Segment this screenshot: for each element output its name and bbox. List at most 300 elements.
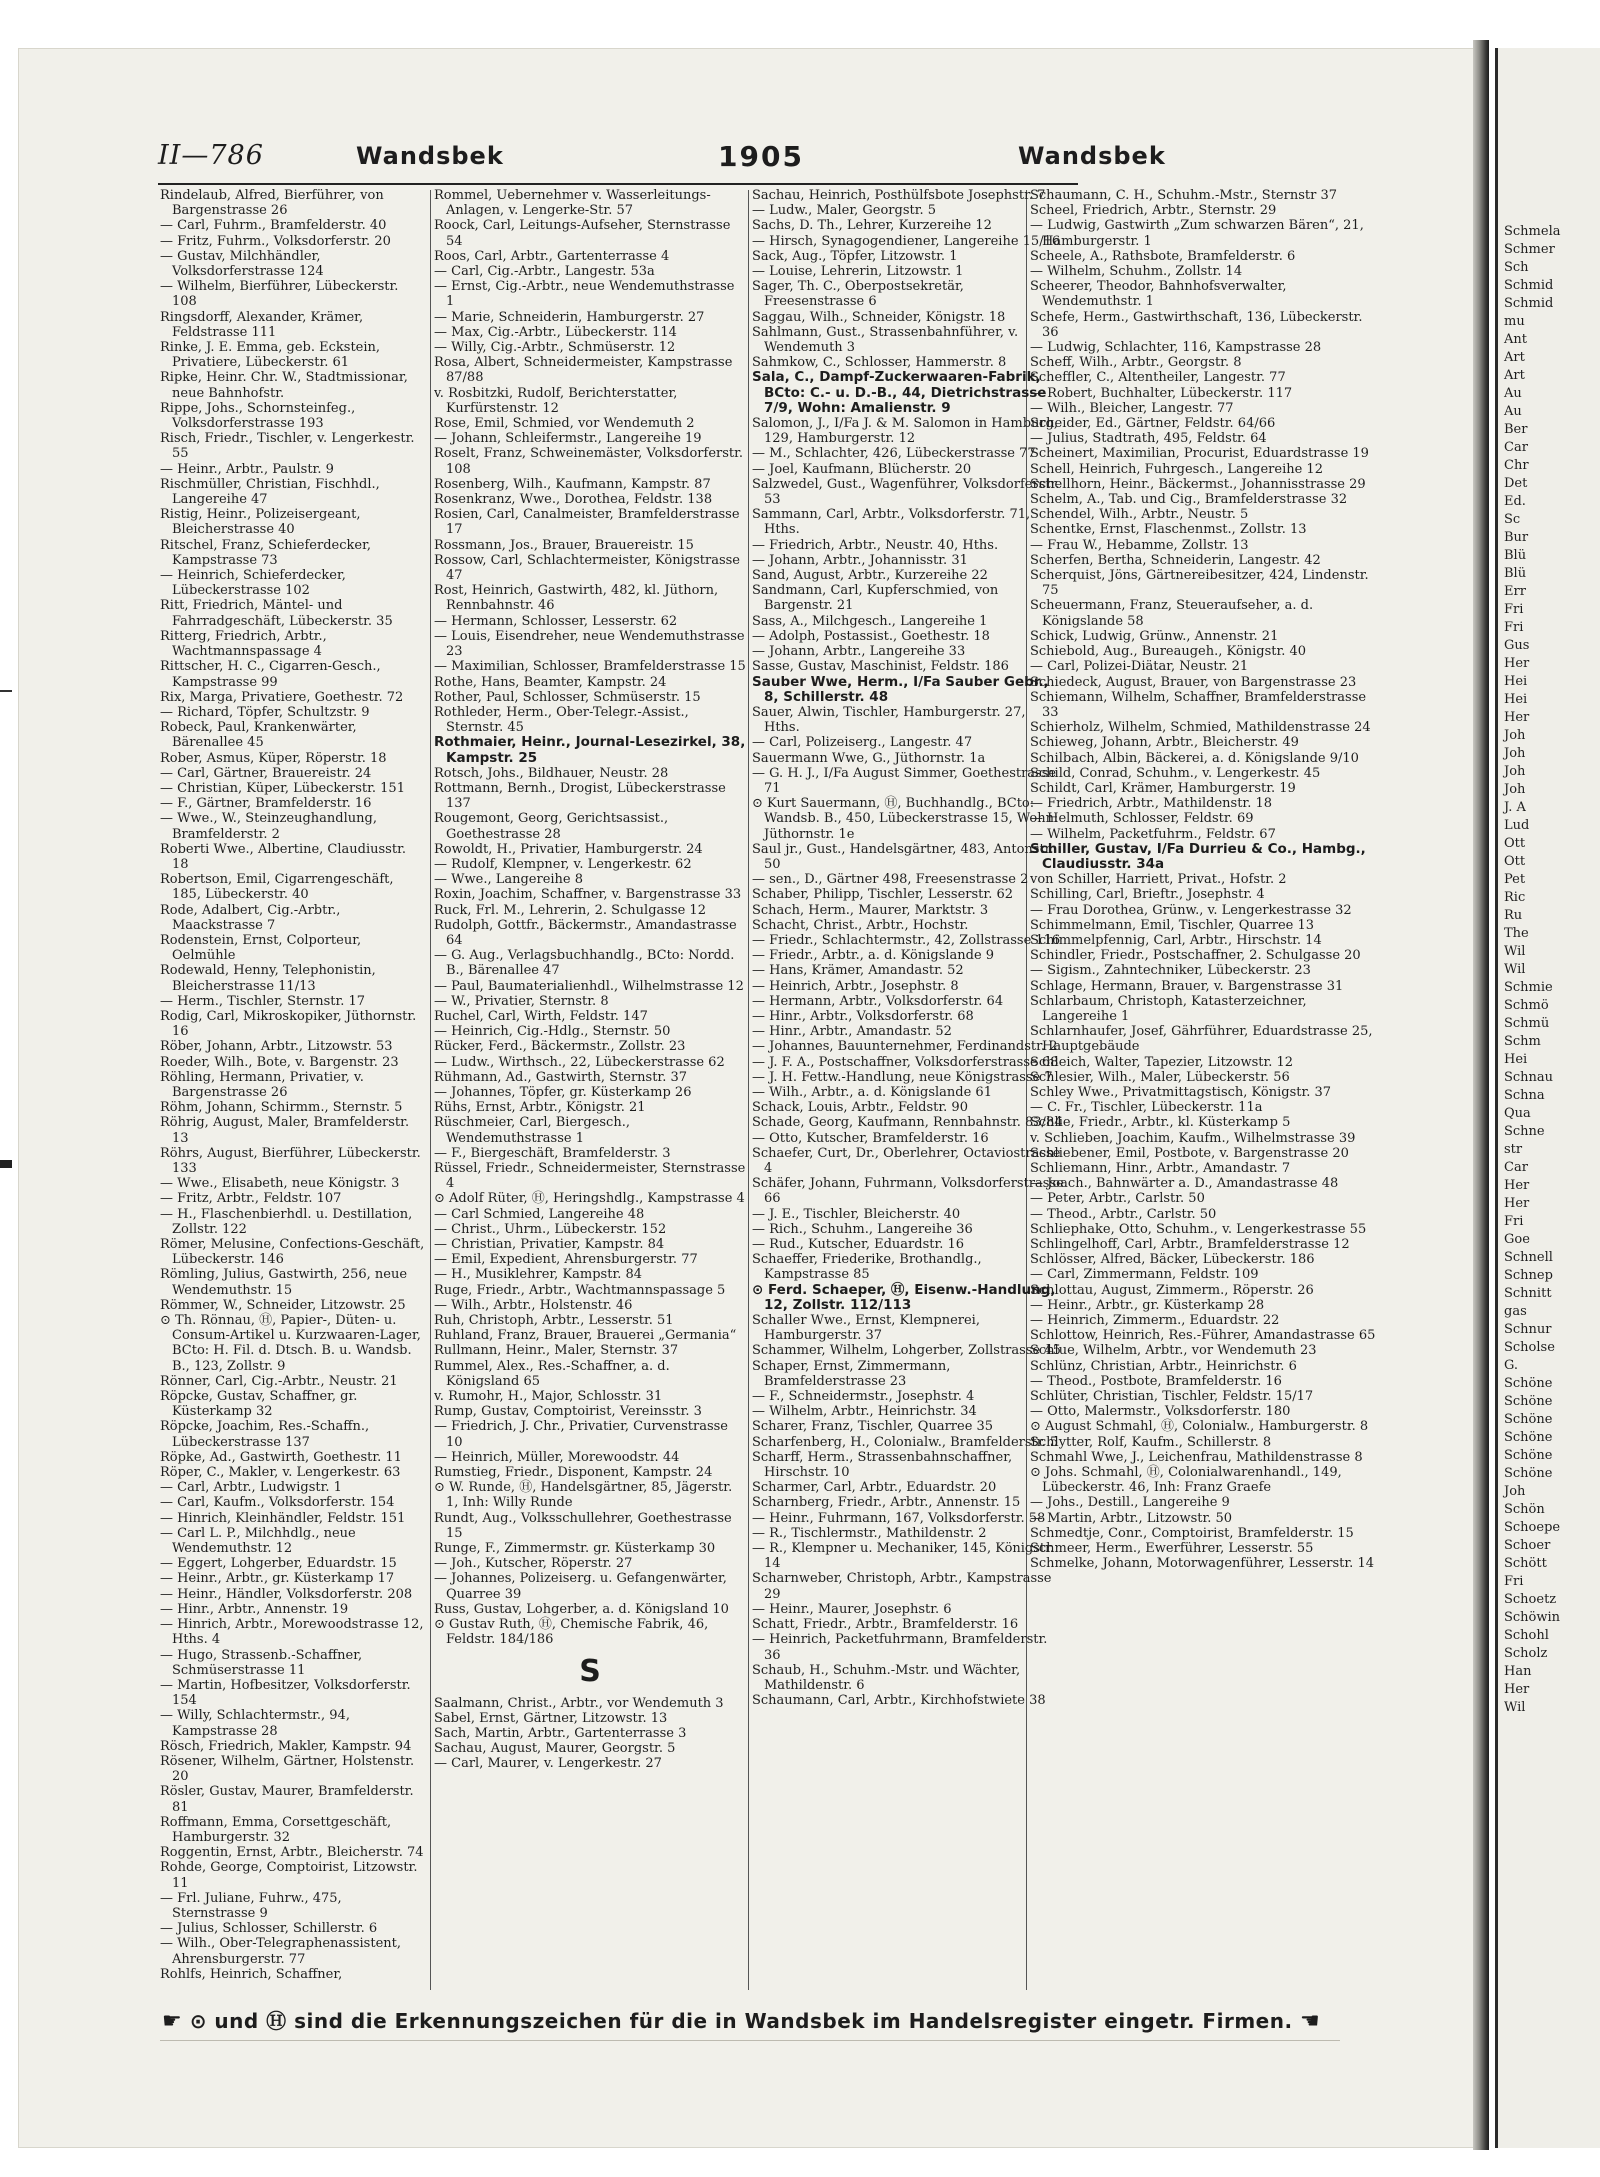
directory-entry: Roxin, Joachim, Schaffner, v. Bargenstrasse 33: [434, 887, 742, 903]
directory-entry: — Hinrich, Arbtr., Morewoodstrasse 12, Hths. 4: [160, 1617, 424, 1648]
directory-entry: Röber, Johann, Arbtr., Litzowstr. 53: [160, 1039, 393, 1055]
directory-entry: — Friedr., Schlachtermstr., 42, Zollstrasse 116: [752, 932, 1061, 948]
directory-entry: Ruchel, Carl, Wirth, Feldstr. 147: [434, 1008, 648, 1024]
directory-entry: Röpcke, Joachim, Res.-Schaffn., Lübeckerstrasse 137: [160, 1419, 370, 1450]
adjacent-page-line: Her: [1504, 656, 1530, 671]
directory-entry: Schmelke, Johann, Motorwagenführer, Lesserstr. 14: [1030, 1556, 1374, 1572]
adjacent-page-line: Ber: [1504, 422, 1528, 437]
column-divider: [748, 190, 749, 1990]
directory-entry: Schiebold, Aug., Bureaugeh., Königstr. 40: [1030, 644, 1307, 660]
directory-entry: — Hinrich, Kleinhändler, Feldstr. 151: [160, 1510, 406, 1526]
directory-entry: Sass, A., Milchgesch., Langereihe 1: [752, 613, 988, 629]
directory-entry: Schindler, Friedr., Postschaffner, 2. Schulgasse 20: [1030, 948, 1361, 964]
directory-entry: Sauber Wwe, Herm., I/Fa Sauber Gebr., 8, Schillerstr. 48: [752, 673, 1049, 705]
directory-entry: Ritt, Friedrich, Mäntel- und Fahrradgeschäft, Lübeckerstr. 35: [160, 598, 393, 629]
adjacent-page-line: Schmü: [1504, 1016, 1550, 1031]
directory-entry: — Johannes, Polizeiserg. u. Gefangenwärter, Quarree 39: [434, 1571, 727, 1602]
directory-entry: — Heinrich, Cig.-Hdlg., Sternstr. 50: [434, 1024, 671, 1040]
adjacent-page-line: J. A: [1504, 800, 1526, 815]
directory-entry: Scherquist, Jöns, Gärtnereibesitzer, 424, Lindenstr. 75: [1030, 568, 1369, 599]
adjacent-page-line: Ed.: [1504, 494, 1526, 509]
directory-entry: — Frl. Juliane, Fuhrw., 475, Sternstrasse 9: [160, 1890, 342, 1921]
directory-entry: — Ludwig, Gastwirth „Zum schwarzen Bären“, 21, Hamburgerstr. 1: [1030, 218, 1364, 249]
adjacent-page-line: Han: [1504, 1664, 1532, 1679]
directory-entry: Sachau, August, Maurer, Georgstr. 5: [434, 1741, 676, 1757]
adjacent-page-line: Ott: [1504, 836, 1526, 851]
adjacent-page-line: Blü: [1504, 548, 1527, 563]
directory-entry: Schlottow, Heinrich, Res.-Führer, Amandastrasse 65: [1030, 1328, 1376, 1344]
adjacent-page-line: Schnell: [1504, 1250, 1553, 1265]
directory-entry: ⊙ Gustav Ruth, Ⓗ, Chemische Fabrik, 46, Feldstr. 184/186: [434, 1617, 709, 1648]
directory-entry: Rüschmeier, Carl, Biergesch., Wendemuthstrasse 1: [434, 1115, 630, 1146]
directory-entry: ⊙ Johs. Schmahl, Ⓗ, Colonialwarenhandl., 149, Lübeckerstr. 46, Inh: Franz Graefe: [1030, 1465, 1342, 1496]
directory-entry: — Helmuth, Schlosser, Feldstr. 69: [1030, 811, 1254, 827]
directory-entry: — Hans, Krämer, Amandastr. 52: [752, 963, 964, 979]
directory-entry: — Ludwig, Schlachter, 116, Kampstrasse 28: [1030, 340, 1322, 356]
directory-entry: — Heinr., Fuhrmann, 167, Volksdorferstr. 58: [752, 1510, 1046, 1526]
header-rule: [158, 183, 1078, 185]
adjacent-page-line: Det: [1504, 476, 1528, 491]
directory-entry: Rippe, Johs., Schornsteinfeg., Volksdorferstrasse 193: [160, 400, 356, 432]
directory-entry: Rühmann, Ad., Gastwirth, Sternstr. 37: [434, 1069, 688, 1085]
adjacent-page-line: mu: [1504, 314, 1525, 329]
directory-entry: — Adolph, Postassist., Goethestr. 18: [752, 628, 990, 644]
directory-entry: Schieweg, Johann, Arbtr., Bleicherstr. 49: [1030, 735, 1299, 751]
directory-entry: Saalmann, Christ., Arbtr., vor Wendemuth 3: [434, 1695, 724, 1711]
directory-entry: Rose, Emil, Schmied, vor Wendemuth 2: [434, 416, 695, 432]
directory-entry: Rother, Paul, Schlosser, Schmüserstr. 15: [434, 689, 701, 705]
directory-entry: Rosenberg, Wilh., Kaufmann, Kampstr. 87: [434, 476, 711, 492]
adjacent-page-line: Joh: [1504, 782, 1526, 797]
directory-entry: Scheerer, Theodor, Bahnhofsverwalter, Wendemuthstr. 1: [1030, 279, 1287, 310]
directory-entry: — Hinr., Arbtr., Annenstr. 19: [160, 1601, 349, 1617]
directory-entry: — Heinrich, Arbtr., Josephstr. 8: [752, 978, 959, 994]
adjacent-page-line: Schöne: [1504, 1466, 1553, 1481]
directory-entry: Schliemann, Hinr., Arbtr., Amandastr. 7: [1030, 1161, 1291, 1176]
directory-entry: — Hugo, Strassenb.-Schaffner, Schmüserstrasse 11: [160, 1647, 363, 1678]
directory-entry: — Wwe., Langereihe 8: [434, 872, 584, 888]
directory-entry: — Hinr., Arbtr., Amandastr. 52: [752, 1024, 952, 1040]
adjacent-page-line: Schön: [1504, 1502, 1545, 1517]
directory-entry: Röpcke, Gustav, Schaffner, gr. Küsterkamp 32: [160, 1389, 358, 1420]
directory-entry: Runge, F., Zimmermstr. gr. Küsterkamp 30: [434, 1541, 716, 1557]
directory-entry: Rummel, Alex., Res.-Schaffner, a. d. Königsland 65: [434, 1358, 670, 1389]
directory-entry: — Johann, Arbtr., Johannisstr. 31: [752, 552, 968, 568]
directory-entry: Sahlmann, Gust., Strassenbahnführer, v. Wendemuth 3: [752, 324, 1019, 356]
directory-entry: Sachau, Heinrich, Posthülfsbote Josephstr. 7: [752, 188, 1046, 203]
adjacent-page-line: Schoer: [1504, 1538, 1551, 1553]
directory-entry: — Martin, Arbtr., Litzowstr. 50: [1030, 1510, 1233, 1526]
directory-entry: Risch, Friedr., Tischler, v. Lengerkestr. 55: [160, 431, 415, 462]
directory-column-1: [160, 188, 426, 1983]
directory-entry: Ristig, Heinr., Polizeisergeant, Bleicherstrasse 40: [160, 507, 361, 538]
directory-entry: — Joach., Bahnwärter a. D., Amandastrasse 48: [1030, 1176, 1339, 1192]
directory-entry: — Johs., Destill., Langereihe 9: [1030, 1495, 1230, 1511]
directory-entry: — Heinr., Händler, Volksdorferstr. 208: [160, 1586, 413, 1602]
adjacent-page-line: Car: [1504, 440, 1528, 455]
directory-entry: Schaeffer, Friederike, Brothandlg., Kampstrasse 85: [752, 1252, 982, 1283]
directory-entry: von Schiller, Harriett, Privat., Hofstr. 2: [1030, 872, 1287, 888]
directory-entry: Scheider, Ed., Gärtner, Feldstr. 64/66: [1030, 416, 1276, 432]
directory-entry: Ruge, Friedr., Arbtr., Wachtmannspassage 5: [434, 1282, 726, 1298]
directory-entry: — Otto, Malermstr., Volksdorferstr. 180: [1030, 1404, 1291, 1420]
adjacent-page-line: Schmid: [1504, 296, 1554, 311]
directory-entry: Rittscher, H. C., Cigarren-Gesch., Kampstrasse 99: [160, 659, 381, 690]
directory-entry: Schlie, Friedr., Arbtr., kl. Küsterkamp 5: [1030, 1115, 1291, 1131]
directory-entry: — Robert, Buchhalter, Lübeckerstr. 117: [1030, 385, 1293, 401]
directory-entry: Römmer, W., Schneider, Litzowstr. 25: [160, 1297, 406, 1313]
directory-entry: Schlösser, Alfred, Bäcker, Lübeckerstr. 186: [1030, 1252, 1315, 1268]
directory-entry: — Hinr., Arbtr., Volksdorferstr. 68: [752, 1008, 974, 1024]
directory-entry: Schlage, Hermann, Brauer, v. Bargenstrasse 31: [1030, 978, 1344, 994]
directory-entry: — Wilh., Arbtr., Holstenstr. 46: [434, 1297, 633, 1313]
adjacent-page-line: Schnitt: [1504, 1286, 1552, 1301]
directory-entry: Schaber, Philipp, Tischler, Lesserstr. 62: [752, 887, 1013, 903]
adjacent-page-line: Schöne: [1504, 1376, 1553, 1391]
directory-entry: Scheel, Friedrich, Arbtr., Sternstr. 29: [1030, 203, 1277, 219]
directory-entry: Schley Wwe., Privatmittagstisch, Königstr. 37: [1030, 1084, 1332, 1100]
adjacent-page-line: Schnep: [1504, 1268, 1553, 1283]
directory-entry: Rullmann, Heinr., Maler, Sternstr. 37: [434, 1343, 679, 1359]
directory-entry: — Ludw., Maler, Georgstr. 5: [752, 203, 937, 219]
directory-entry: Roberti Wwe., Albertine, Claudiusstr. 18: [160, 841, 406, 872]
directory-entry: Robertson, Emil, Cigarrengeschäft, 185, Lübeckerstr. 40: [160, 872, 394, 903]
directory-entry: Schentke, Ernst, Flaschenmst., Zollstr. 13: [1030, 522, 1307, 538]
town-name-left: Wandsbek: [356, 142, 504, 170]
directory-entry: — Carl, Kaufm., Volksdorferstr. 154: [160, 1495, 395, 1511]
directory-entry: — G. H. J., I/Fa August Simmer, Goethestrasse 71: [752, 765, 1057, 796]
adjacent-page-line: Fri: [1504, 602, 1524, 617]
adjacent-page-line: Ru: [1504, 908, 1523, 923]
directory-entry: — R., Tischlermstr., Mathildenstr. 2: [752, 1525, 987, 1541]
directory-entry: Schliebener, Emil, Postbote, v. Bargenstrasse 20: [1030, 1145, 1349, 1161]
directory-entry: — Joh., Kutscher, Röperstr. 27: [434, 1556, 633, 1572]
directory-entry: Rühs, Ernst, Arbtr., Königstr. 21: [434, 1100, 646, 1116]
adjacent-page-line: Goe: [1504, 1232, 1530, 1247]
directory-entry: — W., Privatier, Sternstr. 8: [434, 993, 609, 1009]
directory-entry: — Wilh., Bleicher, Langestr. 77: [1030, 400, 1234, 416]
directory-entry: Schiedeck, August, Brauer, von Bargenstrasse 23: [1030, 674, 1357, 690]
directory-entry: Schelm, A., Tab. und Cig., Bramfelderstrasse 32: [1030, 492, 1348, 508]
directory-entry: Römer, Melusine, Confections-Geschäft, Lübeckerstr. 146: [160, 1237, 425, 1268]
directory-entry: Rossmann, Jos., Brauer, Brauereistr. 15: [434, 537, 694, 553]
directory-entry: Schleich, Walter, Tapezier, Litzowstr. 12: [1030, 1054, 1294, 1070]
directory-entry: Scharmer, Carl, Arbtr., Eduardstr. 20: [752, 1480, 997, 1496]
adjacent-page-line: str: [1504, 1142, 1523, 1157]
adjacent-page-line: Schmid: [1504, 278, 1554, 293]
directory-entry: — Wilhelm, Arbtr., Heinrichstr. 34: [752, 1404, 977, 1420]
directory-entry: Schimmelmann, Emil, Tischler, Quarree 13: [1030, 917, 1315, 933]
directory-entry: Röhrig, August, Maler, Bramfelderstr. 13: [160, 1115, 410, 1146]
directory-entry: Schierholz, Wilhelm, Schmied, Mathildenstrasse 24: [1030, 720, 1371, 736]
directory-entry: Schlarnhaufer, Josef, Gährführer, Eduardstrasse 25, Hauptgebäude: [1030, 1024, 1373, 1055]
margin-mark-2: [0, 1160, 12, 1168]
directory-entry: Schilbach, Albin, Bäckerei, a. d. Königslande 9/10: [1030, 750, 1359, 766]
directory-entry: — Johannes, Bauunternehmer, Ferdinandstr. 2: [752, 1039, 1058, 1055]
directory-entry: — Herm., Tischler, Sternstr. 17: [160, 993, 366, 1009]
directory-entry: Rohde, George, Comptoirist, Litzowstr. 11: [160, 1860, 418, 1891]
directory-entry: — Marie, Schneiderin, Hamburgerstr. 27: [434, 309, 705, 325]
directory-entry: — C. Fr., Tischler, Lübeckerstr. 11a: [1030, 1100, 1263, 1116]
directory-entry: Ruck, Frl. M., Lehrerin, 2. Schulgasse 12: [434, 902, 706, 918]
directory-entry: Saggau, Wilh., Schneider, Königstr. 18: [752, 309, 1006, 325]
footnote-text: ⊙ und Ⓗ sind die Erkennungszeichen für die in Wandsbek im Handelsregister eingetr. Firmen.: [189, 2009, 1293, 2033]
adjacent-page-line: Schmö: [1504, 998, 1549, 1013]
directory-entry: Rost, Heinrich, Gastwirth, 482, kl. Jüthorn, Rennbahnstr. 46: [434, 583, 719, 614]
directory-entry: Schild, Conrad, Schuhm., v. Lengerkestr. 45: [1030, 765, 1321, 781]
directory-entry: Schlesier, Wilh., Maler, Lübeckerstr. 56: [1030, 1069, 1290, 1085]
directory-entry: Schacht, Christ., Arbtr., Hochstr.: [752, 917, 969, 933]
directory-entry: Saul jr., Gust., Handelsgärtner, 483, Antonstr. 50: [752, 841, 1054, 872]
directory-entry: Sauermann Wwe, G., Jüthornstr. 1a: [752, 750, 986, 766]
directory-entry: Schäfer, Johann, Fuhrmann, Volksdorferstrasse 66: [752, 1176, 1064, 1207]
adjacent-page-line: Joh: [1504, 746, 1526, 761]
directory-entry: — Hermann, Arbtr., Volksdorferstr. 64: [752, 993, 1004, 1009]
directory-entry: Schmedtje, Conr., Comptoirist, Bramfelderstr. 15: [1030, 1525, 1354, 1541]
adjacent-page-line: Bur: [1504, 530, 1529, 545]
directory-entry: — Heinr., Arbtr., Paulstr. 9: [160, 461, 334, 477]
directory-entry: Schildt, Carl, Krämer, Hamburgerstr. 19: [1030, 780, 1296, 796]
page-number: II—786: [158, 140, 264, 171]
directory-entry: — Ludw., Wirthsch., 22, Lübeckerstrasse 62: [434, 1054, 725, 1070]
directory-entry: — sen., D., Gärtner 498, Freesenstrasse 2: [752, 872, 1029, 888]
directory-entry: Sahmkow, C., Schlosser, Hammerstr. 8: [752, 355, 1007, 371]
directory-entry: — Louis, Eisendreher, neue Wendemuthstrasse 23: [434, 628, 745, 660]
pointing-hand-icon: ☛: [162, 2009, 183, 2034]
directory-entry: Schaumann, C. H., Schuhm.-Mstr., Sternstr 37: [1030, 188, 1337, 203]
directory-entry: — Julius, Schlosser, Schillerstr. 6: [160, 1921, 378, 1937]
adjacent-page-line: Schött: [1504, 1556, 1547, 1571]
pointing-hand-icon: ☚: [1300, 2009, 1321, 2034]
directory-entry: — Emil, Expedient, Ahrensburgerstr. 77: [434, 1252, 698, 1268]
directory-entry: — Heinr., Maurer, Josephstr. 6: [752, 1601, 952, 1617]
directory-entry: — Christ., Uhrm., Lübeckerstr. 152: [434, 1221, 667, 1237]
adjacent-page-line: Err: [1504, 584, 1526, 599]
adjacent-page-line: Schna: [1504, 1088, 1545, 1103]
adjacent-page-line: Sc: [1504, 512, 1521, 527]
directory-entry: Rudolph, Gottfr., Bäckermstr., Amandastrasse 64: [434, 917, 737, 948]
directory-entry: Schmeer, Herm., Ewerführer, Lesserstr. 55: [1030, 1541, 1314, 1557]
directory-entry: ⊙ August Schmahl, Ⓗ, Colonialw., Hamburgerstr. 8: [1030, 1419, 1369, 1435]
directory-entry: Schiller, Gustav, I/Fa Durrieu & Co., Hambg., Claudiusstr. 34a: [1030, 840, 1366, 872]
directory-entry: Sabel, Ernst, Gärtner, Litzowstr. 13: [434, 1710, 668, 1726]
directory-entry: — Friedrich, Arbtr., Neustr. 40, Hths.: [752, 537, 999, 553]
directory-entry: — Wilhelm, Schuhm., Zollstr. 14: [1030, 264, 1243, 280]
adjacent-page-line: Schöwin: [1504, 1610, 1561, 1625]
adjacent-page-line: Hei: [1504, 1052, 1528, 1067]
directory-entry: — Carl, Polizeiserg., Langestr. 47: [752, 735, 973, 751]
year-heading: 1905: [718, 140, 804, 173]
directory-entry: Schendel, Wilh., Arbtr., Neustr. 5: [1030, 507, 1249, 523]
adjacent-page-line: Hei: [1504, 692, 1528, 707]
adjacent-page-line: Car: [1504, 1160, 1528, 1175]
directory-entry: Sager, Th. C., Oberpostsekretär, Freesenstrasse 6: [752, 279, 964, 310]
directory-entry: Sachs, D. Th., Lehrer, Kurzereihe 12: [752, 218, 992, 234]
directory-entry: Schlarbaum, Christoph, Katasterzeichner, Langereihe 1: [1030, 993, 1307, 1024]
directory-entry: Schack, Louis, Arbtr., Feldstr. 90: [752, 1100, 968, 1116]
directory-entry: Robeck, Paul, Krankenwärter, Bärenallee 45: [160, 720, 357, 751]
directory-entry: Rougemont, Georg, Gerichtsassist., Goethestrasse 28: [434, 811, 669, 842]
directory-entry: — Max, Cig.-Arbtr., Lübeckerstr. 114: [434, 324, 677, 340]
directory-entry: Schimmelpfennig, Carl, Arbtr., Hirschstr. 14: [1030, 932, 1322, 948]
adjacent-page-line: Schöne: [1504, 1412, 1553, 1427]
directory-entry: Schammer, Wilhelm, Lohgerber, Zollstrasse 45: [752, 1343, 1061, 1359]
section-letter-heading: S: [579, 1653, 601, 1689]
directory-entry: Rundt, Aug., Volksschullehrer, Goethestrasse 15: [434, 1510, 732, 1541]
adjacent-page-line: gas: [1504, 1304, 1527, 1319]
directory-entry: — J. H. Fettw.-Handlung, neue Königstrasse 7: [752, 1069, 1053, 1085]
adjacent-page-line: Hei: [1504, 674, 1528, 689]
adjacent-page-fragment: [1495, 48, 1600, 2148]
directory-entry: Sand, August, Arbtr., Kurzereihe 22: [752, 568, 988, 584]
adjacent-page-line: Schöne: [1504, 1448, 1553, 1463]
directory-entry: Rodewald, Henny, Telephonistin, Bleicherstrasse 11/13: [160, 963, 376, 994]
directory-entry: Röhrs, August, Bierführer, Lübeckerstr. 133: [160, 1145, 421, 1176]
adjacent-page-line: Schmie: [1504, 980, 1553, 995]
directory-entry: Röpke, Ad., Gastwirth, Goethestr. 11: [160, 1449, 402, 1465]
directory-entry: Schliephake, Otto, Schuhm., v. Lengerkestrasse 55: [1030, 1221, 1367, 1237]
directory-entry: — Paul, Baumaterialienhdl., Wilhelmstrasse 12: [434, 978, 744, 994]
directory-entry: ⊙ Ferd. Schaeper, Ⓗ, Eisenw.-Handlung, 12, Zollstr. 112/113: [752, 1281, 1056, 1313]
directory-entry: Scheuermann, Franz, Steueraufseher, a. d. Königslande 58: [1030, 598, 1314, 629]
directory-entry: Schlottau, August, Zimmerm., Röperstr. 26: [1030, 1282, 1314, 1298]
adjacent-page-line: Schöne: [1504, 1394, 1553, 1409]
directory-entry: Scherfen, Bertha, Schneiderin, Langestr. 42: [1030, 552, 1321, 568]
adjacent-page-line: Joh: [1504, 1484, 1526, 1499]
directory-entry: — Peter, Arbtr., Carlstr. 50: [1030, 1191, 1205, 1207]
directory-entry: Salzwedel, Gust., Wagenführer, Volksdorferstr. 53: [752, 476, 1060, 508]
directory-entry: Schiemann, Wilhelm, Schaffner, Bramfelderstrasse 33: [1030, 689, 1367, 720]
directory-entry: Sala, C., Dampf-Zuckerwaaren-Fabrik, BCto: C.- u. D.-B., 44, Dietrichstrasse 7/9, Wohn: Amalienstr. 9: [752, 369, 1047, 416]
directory-entry: — Carl, Gärtner, Brauereistr. 24: [160, 765, 372, 781]
directory-entry: — J. F. A., Postschaffner, Volksdorferstrasse 68: [752, 1054, 1059, 1070]
directory-entry: Rumstieg, Friedr., Disponent, Kampstr. 24: [434, 1465, 713, 1481]
directory-entry: Röhling, Hermann, Privatier, v. Bargenstrasse 26: [160, 1069, 364, 1100]
adjacent-page-line: Schnau: [1504, 1070, 1554, 1085]
directory-entry: — Heinrich, Müller, Morewoodstr. 44: [434, 1449, 680, 1465]
directory-entry: — H., Flaschenbierhdl. u. Destillation, Zollstr. 122: [160, 1206, 413, 1237]
directory-entry: Rosenkranz, Wwe., Dorothea, Feldstr. 138: [434, 492, 713, 508]
directory-entry: Rober, Asmus, Küper, Röperstr. 18: [160, 750, 387, 766]
adjacent-page-line: Schne: [1504, 1124, 1545, 1139]
directory-entry: Scharnberg, Friedr., Arbtr., Annenstr. 15: [752, 1495, 1021, 1511]
adjacent-page-line: Blü: [1504, 566, 1527, 581]
directory-entry: — Wwe., Elisabeth, neue Königstr. 3: [160, 1176, 400, 1192]
directory-column-4: [1030, 188, 1380, 1983]
directory-entry: Rowoldt, H., Privatier, Hamburgerstr. 24: [434, 841, 703, 857]
directory-entry: — Rud., Kutscher, Eduardstr. 16: [752, 1237, 965, 1253]
directory-entry: Rommel, Uebernehmer v. Wasserleitungs-Anlagen, v. Lengerke-Str. 57: [434, 188, 711, 219]
adjacent-page-line: The: [1504, 926, 1529, 941]
adjacent-page-line: Fri: [1504, 620, 1524, 635]
directory-entry: Schlue, Wilhelm, Arbtr., vor Wendemuth 23: [1030, 1343, 1317, 1359]
directory-entry: v. Rosbitzki, Rudolf, Berichterstatter, Kurfürstenstr. 12: [434, 385, 678, 416]
directory-entry: — Frau W., Hebamme, Zollstr. 13: [1030, 537, 1249, 553]
directory-entry: Schmahl Wwe, J., Leichenfrau, Mathildenstrasse 8: [1030, 1449, 1363, 1465]
directory-entry: Ruh, Christoph, Arbtr., Lesserstr. 51: [434, 1313, 674, 1329]
directory-entry: — Heinrich, Packetfuhrmann, Bramfelderstr. 36: [752, 1632, 1048, 1663]
directory-entry: — Fritz, Fuhrm., Volksdorferstr. 20: [160, 233, 391, 249]
page-binding-edge: [1473, 40, 1489, 2150]
directory-entry: Roselt, Franz, Schweinemäster, Volksdorferstr. 108: [434, 446, 744, 477]
margin-mark: [0, 690, 12, 732]
directory-entry: — F., Gärtner, Bramfelderstr. 16: [160, 796, 372, 812]
adjacent-page-text: [1504, 223, 1600, 1717]
directory-column-2: [434, 188, 746, 1983]
directory-entry: Roeder, Wilh., Bote, v. Bargenstr. 23: [160, 1054, 399, 1070]
directory-entry: Scheele, A., Rathsbote, Bramfelderstr. 6: [1030, 248, 1296, 264]
directory-entry: Sasse, Gustav, Maschinist, Feldstr. 186: [752, 659, 1009, 675]
directory-entry: Rossow, Carl, Schlachtermeister, Königstrasse 47: [434, 552, 740, 584]
directory-entry: — J. E., Tischler, Bleicherstr. 40: [752, 1206, 961, 1222]
town-name-right: Wandsbek: [1018, 142, 1166, 170]
adjacent-page-line: Chr: [1504, 458, 1529, 473]
directory-entry: — Heinr., Arbtr., gr. Küsterkamp 28: [1030, 1297, 1265, 1313]
directory-entry: Roggentin, Ernst, Arbtr., Bleicherstr. 74: [160, 1845, 424, 1861]
directory-entry: — Wilhelm, Packetfuhrm., Feldstr. 67: [1030, 826, 1276, 842]
directory-entry: ⊙ W. Runde, Ⓗ, Handelsgärtner, 85, Jägerstr. 1, Inh: Willy Runde: [434, 1480, 733, 1511]
directory-entry: — Carl, Polizei-Diätar, Neustr. 21: [1030, 659, 1249, 675]
adjacent-page-line: Schoetz: [1504, 1592, 1557, 1607]
register-footnote: [162, 2005, 1332, 2035]
directory-entry: Schlünz, Christian, Arbtr., Heinrichstr. 6: [1030, 1358, 1297, 1374]
adjacent-page-line: Sch: [1504, 260, 1529, 275]
adjacent-page-line: Her: [1504, 1682, 1530, 1697]
directory-entry: — Wwe., W., Steinzeughandlung, Bramfelderstr. 2: [160, 811, 377, 842]
adjacent-page-line: G.: [1504, 1358, 1519, 1373]
directory-entry: Rönner, Carl, Cig.-Arbtr., Neustr. 21: [160, 1373, 398, 1389]
adjacent-page-line: Her: [1504, 1196, 1530, 1211]
directory-entry: — Fritz, Arbtr., Feldstr. 107: [160, 1191, 342, 1207]
directory-entry: — M., Schlachter, 426, Lübeckerstrasse 77: [752, 446, 1036, 462]
directory-entry: — Heinrich, Zimmerm., Eduardstr. 22: [1030, 1313, 1280, 1329]
adjacent-page-line: Schöne: [1504, 1430, 1553, 1445]
directory-entry: — Friedr., Arbtr., a. d. Königslande 9: [752, 948, 995, 964]
directory-entry: Schilling, Carl, Brieftr., Josephstr. 4: [1030, 887, 1265, 903]
directory-entry: Rohlfs, Heinrich, Schaffner,: [160, 1966, 343, 1982]
directory-entry: — Carl, Zimmermann, Feldstr. 109: [1030, 1267, 1259, 1283]
directory-entry: Röhm, Johann, Schirmm., Sternstr. 5: [160, 1100, 403, 1116]
directory-entry: ⊙ Kurt Sauermann, Ⓗ, Buchhandlg., BCto: Wandsb. B., 450, Lübeckerstrasse 15, Wohn: Jüthornstr. 1e: [752, 796, 1059, 842]
adjacent-page-line: Au: [1504, 386, 1522, 401]
adjacent-page-line: Schmer: [1504, 242, 1555, 257]
directory-entry: — Julius, Stadtrath, 495, Feldstr. 64: [1030, 431, 1267, 447]
directory-entry: — Carl L. P., Milchhdlg., neue Wendemuthstr. 12: [160, 1525, 356, 1557]
directory-entry: — Willy, Cig.-Arbtr., Schmüserstr. 12: [434, 340, 676, 356]
directory-entry: — Otto, Kutscher, Bramfelderstr. 16: [752, 1130, 989, 1146]
adjacent-page-line: Schohl: [1504, 1628, 1549, 1643]
directory-entry: — Richard, Töpfer, Schultzstr. 9: [160, 704, 370, 720]
directory-entry: Scharfenberg, H., Colonialw., Bramfelderstr. 5: [752, 1434, 1059, 1450]
adjacent-page-line: Art: [1504, 350, 1525, 365]
directory-column-3: [752, 188, 1065, 1983]
directory-entry: — Louise, Lehrerin, Litzowstr. 1: [752, 264, 964, 280]
directory-entry: — Wilh., Ober-Telegraphenassistent, Ahrensburgerstr. 77: [160, 1936, 401, 1967]
directory-entry: — Rudolf, Klempner, v. Lengerkestr. 62: [434, 856, 692, 872]
adjacent-page-line: Schm: [1504, 1034, 1541, 1049]
directory-entry: — Sigism., Zahntechniker, Lübeckerstr. 23: [1030, 963, 1311, 979]
directory-entry: ⊙ Adolf Rüter, Ⓗ, Heringshdlg., Kampstrasse 4: [434, 1191, 745, 1207]
adjacent-page-line: Wil: [1504, 1700, 1526, 1715]
directory-entry: Rüssel, Friedr., Schneidermeister, Sternstrasse 4: [434, 1161, 746, 1192]
directory-entry: Salomon, J., I/Fa J. & M. Salomon in Hamburg, 129, Hamburgerstr. 12: [752, 416, 1059, 447]
directory-entry: — Theod., Postbote, Bramfelderstr. 16: [1030, 1373, 1282, 1389]
directory-entry: — Hirsch, Synagogendiener, Langereihe 15/16: [752, 233, 1061, 249]
directory-entry: v. Schlieben, Joachim, Kaufm., Wilhelmstrasse 39: [1030, 1130, 1356, 1146]
directory-entry: Rix, Marga, Privatiere, Goethestr. 72: [160, 689, 404, 705]
directory-entry: — Carl, Arbtr., Ludwigstr. 1: [160, 1480, 342, 1496]
directory-entry: Röper, C., Makler, v. Lengerkestr. 63: [160, 1465, 401, 1481]
